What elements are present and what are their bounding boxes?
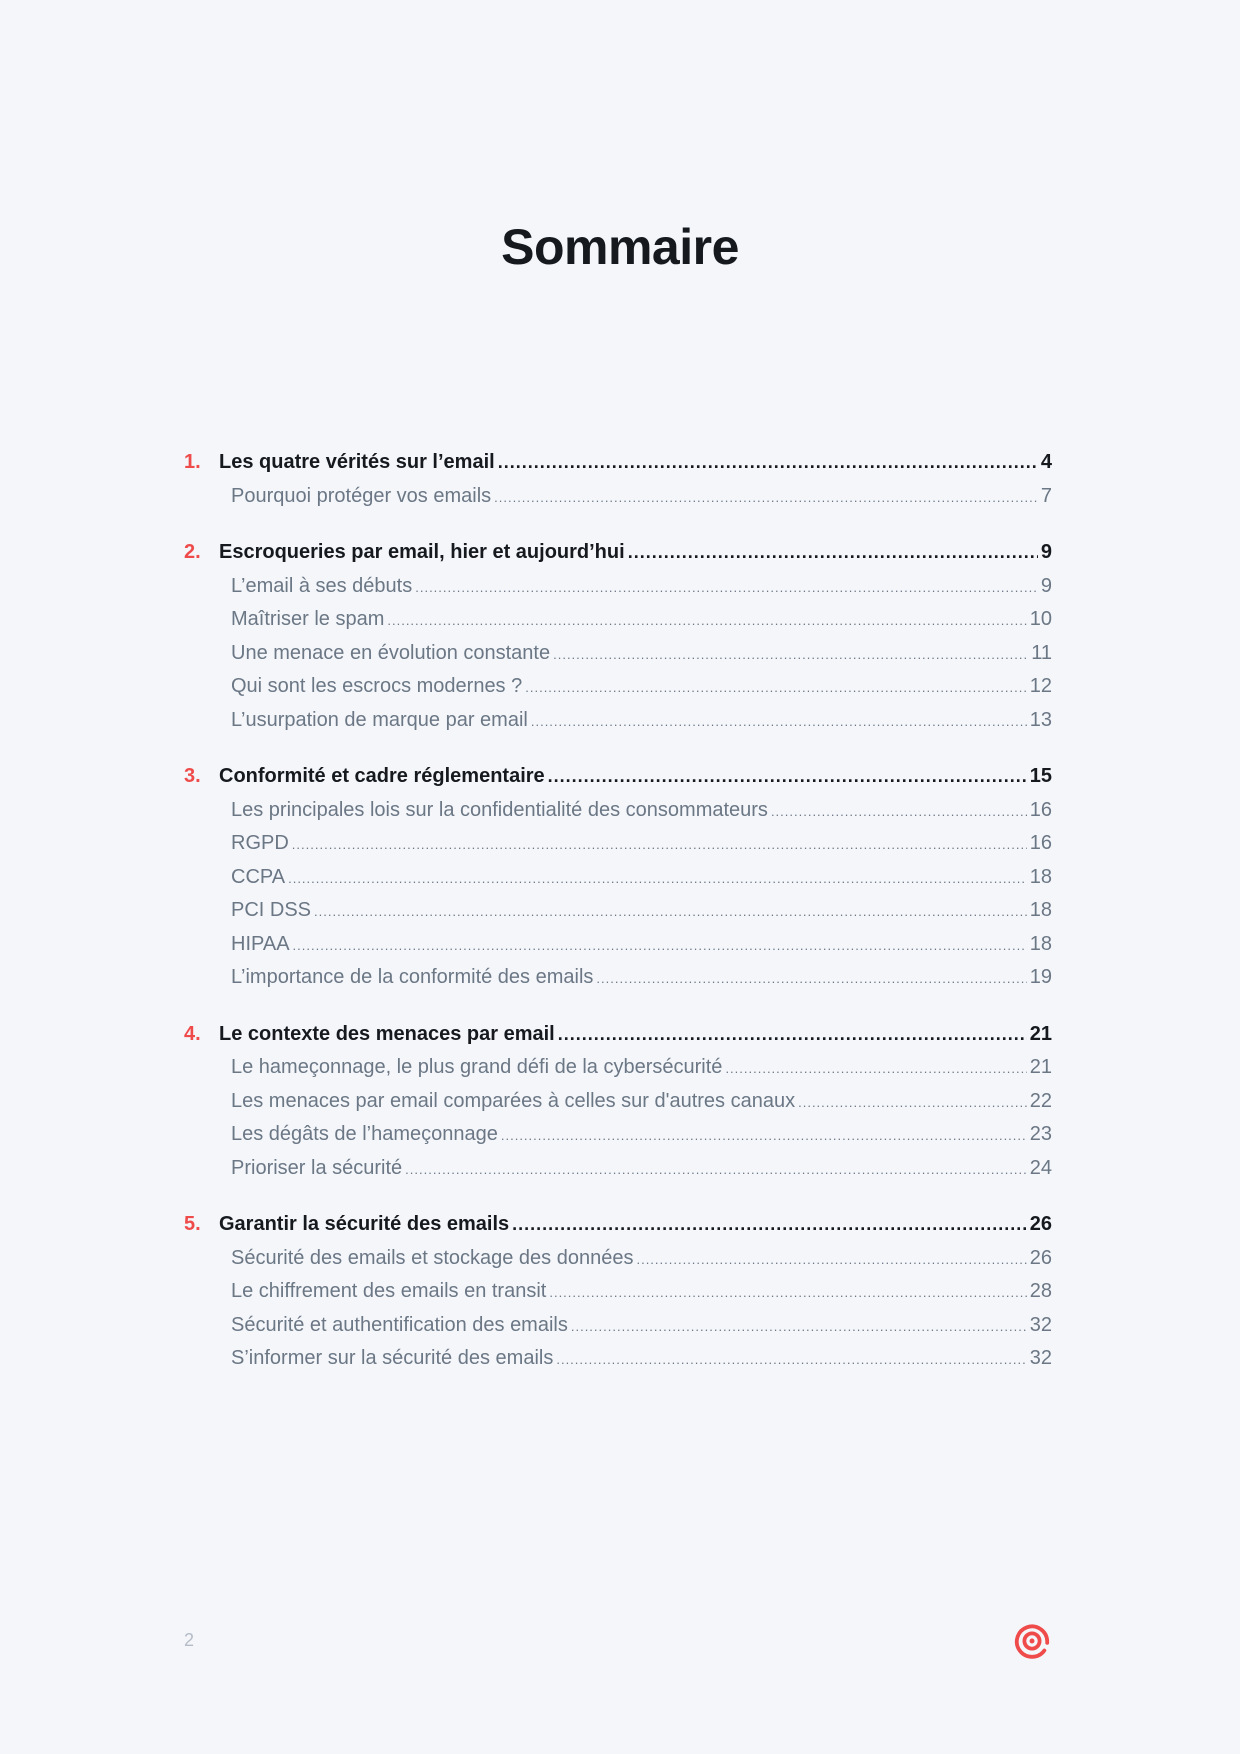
entry-title: Pourquoi protéger vos emails [231, 484, 492, 507]
entry-page: 23 [1029, 1123, 1052, 1145]
toc-entry[interactable] [184, 928, 1052, 962]
toc-section [184, 536, 1052, 737]
section-title: Garantir la sécurité des emails [219, 1213, 510, 1235]
toc-entry[interactable] [184, 1085, 1052, 1119]
entry-page: 10 [1029, 608, 1052, 630]
toc-entry[interactable] [184, 603, 1052, 637]
dot-leader [571, 1310, 1027, 1344]
dot-leader [531, 705, 1027, 739]
toc-entry[interactable] [184, 827, 1052, 861]
dot-leader [549, 1276, 1026, 1310]
toc-section [184, 446, 1052, 513]
toc-section-heading[interactable] [184, 1208, 1052, 1242]
toc-entry[interactable] [184, 570, 1052, 604]
toc-entry[interactable] [184, 861, 1052, 895]
entry-title: Qui sont les escrocs modernes ? [231, 675, 523, 697]
toc-entry[interactable] [184, 1242, 1052, 1276]
entry-page: 16 [1029, 798, 1052, 821]
entry-title: Le hameçonnage, le plus grand défi de la cybersécurité [231, 1056, 723, 1078]
dot-leader [288, 862, 1027, 896]
entry-page: 18 [1029, 899, 1052, 921]
entry-title: Sécurité et authentification des emails [231, 1313, 568, 1336]
section-number: 4. [184, 1022, 201, 1045]
section-title: Le contexte des menaces par email [219, 1022, 555, 1045]
table-of-contents [184, 446, 1052, 1399]
entry-title: PCI DSS [231, 899, 312, 921]
toc-entry[interactable] [184, 1342, 1052, 1376]
entry-page: 32 [1029, 1313, 1052, 1336]
dot-leader [405, 1153, 1027, 1187]
dot-leader [415, 571, 1038, 605]
entry-title: RGPD [231, 832, 289, 854]
entry-title: Une menace en évolution constante [231, 641, 551, 664]
page-number: 2 [184, 1630, 195, 1650]
entry-page: 9 [1040, 574, 1052, 597]
entry-title: HIPAA [231, 932, 290, 955]
toc-section [184, 1208, 1052, 1376]
dot-leader [596, 962, 1026, 996]
entry-title: Les dégâts de l’hameçonnage [231, 1123, 498, 1145]
toc-entry[interactable] [184, 637, 1052, 671]
toc-entry[interactable] [184, 1118, 1052, 1152]
section-page: 4 [1040, 451, 1052, 473]
entry-page: 16 [1029, 832, 1052, 854]
entry-page: 13 [1029, 708, 1052, 731]
toc-entry[interactable] [184, 1309, 1052, 1343]
entry-page: 24 [1029, 1156, 1052, 1179]
toc-section [184, 1018, 1052, 1186]
entry-title: Maîtriser le spam [231, 608, 385, 630]
page-title: Sommaire [501, 219, 739, 275]
entry-page: 19 [1029, 966, 1052, 988]
entry-title: Les principales lois sur la confidentialité des consommateurs [231, 798, 768, 821]
section-title: Escroqueries par email, hier et aujourd’hui [219, 541, 625, 563]
toc-section-heading[interactable] [184, 760, 1052, 794]
dot-leader [292, 828, 1027, 862]
dot-leader [798, 1086, 1027, 1120]
entry-page: 32 [1029, 1347, 1052, 1369]
toc-entry[interactable] [184, 794, 1052, 828]
section-title: Les quatre vérités sur l’email [219, 451, 495, 473]
toc-section-heading[interactable] [184, 1018, 1052, 1052]
entry-page: 18 [1029, 932, 1052, 955]
entry-title: Le chiffrement des emails en transit [231, 1280, 547, 1302]
dot-leader [548, 760, 1027, 794]
dot-leader [501, 1119, 1027, 1153]
toc-section [184, 760, 1052, 995]
entry-title: L’importance de la conformité des emails [231, 966, 594, 988]
toc-entry[interactable] [184, 670, 1052, 704]
dot-leader [314, 895, 1027, 929]
entry-title: CCPA [231, 865, 286, 888]
section-number: 2. [184, 541, 201, 563]
entry-title: Les menaces par email comparées à celles sur d'autres canaux [231, 1089, 796, 1112]
dot-leader [498, 446, 1038, 480]
toc-entry[interactable] [184, 961, 1052, 995]
entry-page: 18 [1029, 865, 1052, 888]
dot-leader [387, 604, 1026, 638]
section-page: 26 [1029, 1213, 1052, 1235]
dot-leader [558, 1018, 1027, 1052]
dot-leader [494, 481, 1038, 515]
at-sign-logo-icon [1013, 1622, 1051, 1660]
section-page: 15 [1029, 765, 1052, 787]
dot-leader [556, 1343, 1026, 1377]
entry-title: Prioriser la sécurité [231, 1156, 403, 1179]
toc-entry[interactable] [184, 1051, 1052, 1085]
dot-leader [771, 795, 1027, 829]
entry-title: S’informer sur la sécurité des emails [231, 1347, 554, 1369]
section-page: 9 [1040, 541, 1052, 563]
section-page: 21 [1029, 1022, 1052, 1045]
dot-leader [512, 1208, 1027, 1242]
dot-leader [293, 929, 1027, 963]
toc-section-heading[interactable] [184, 446, 1052, 480]
section-number: 3. [184, 765, 201, 787]
entry-page: 11 [1031, 641, 1052, 664]
entry-page: 26 [1029, 1246, 1052, 1269]
entry-title: Sécurité des emails et stockage des données [231, 1246, 634, 1269]
section-number: 5. [184, 1213, 201, 1235]
dot-leader [628, 536, 1038, 570]
section-title: Conformité et cadre réglementaire [219, 765, 545, 787]
entry-page: 28 [1029, 1280, 1052, 1302]
toc-entry[interactable] [184, 704, 1052, 738]
dot-leader [725, 1052, 1026, 1086]
entry-title: L’usurpation de marque par email [231, 708, 528, 731]
entry-title: L’email à ses débuts [231, 574, 413, 597]
entry-page: 21 [1029, 1056, 1052, 1078]
dot-leader [525, 671, 1027, 705]
toc-section-heading[interactable] [184, 536, 1052, 570]
section-number: 1. [184, 451, 201, 473]
toc-entry[interactable] [184, 894, 1052, 928]
entry-page: 7 [1040, 484, 1052, 507]
entry-page: 12 [1029, 675, 1052, 697]
toc-entry[interactable] [184, 1152, 1052, 1186]
toc-entry[interactable] [184, 480, 1052, 514]
dot-leader [553, 638, 1028, 672]
toc-entry[interactable] [184, 1275, 1052, 1309]
dot-leader [636, 1243, 1026, 1277]
entry-page: 22 [1029, 1089, 1052, 1112]
